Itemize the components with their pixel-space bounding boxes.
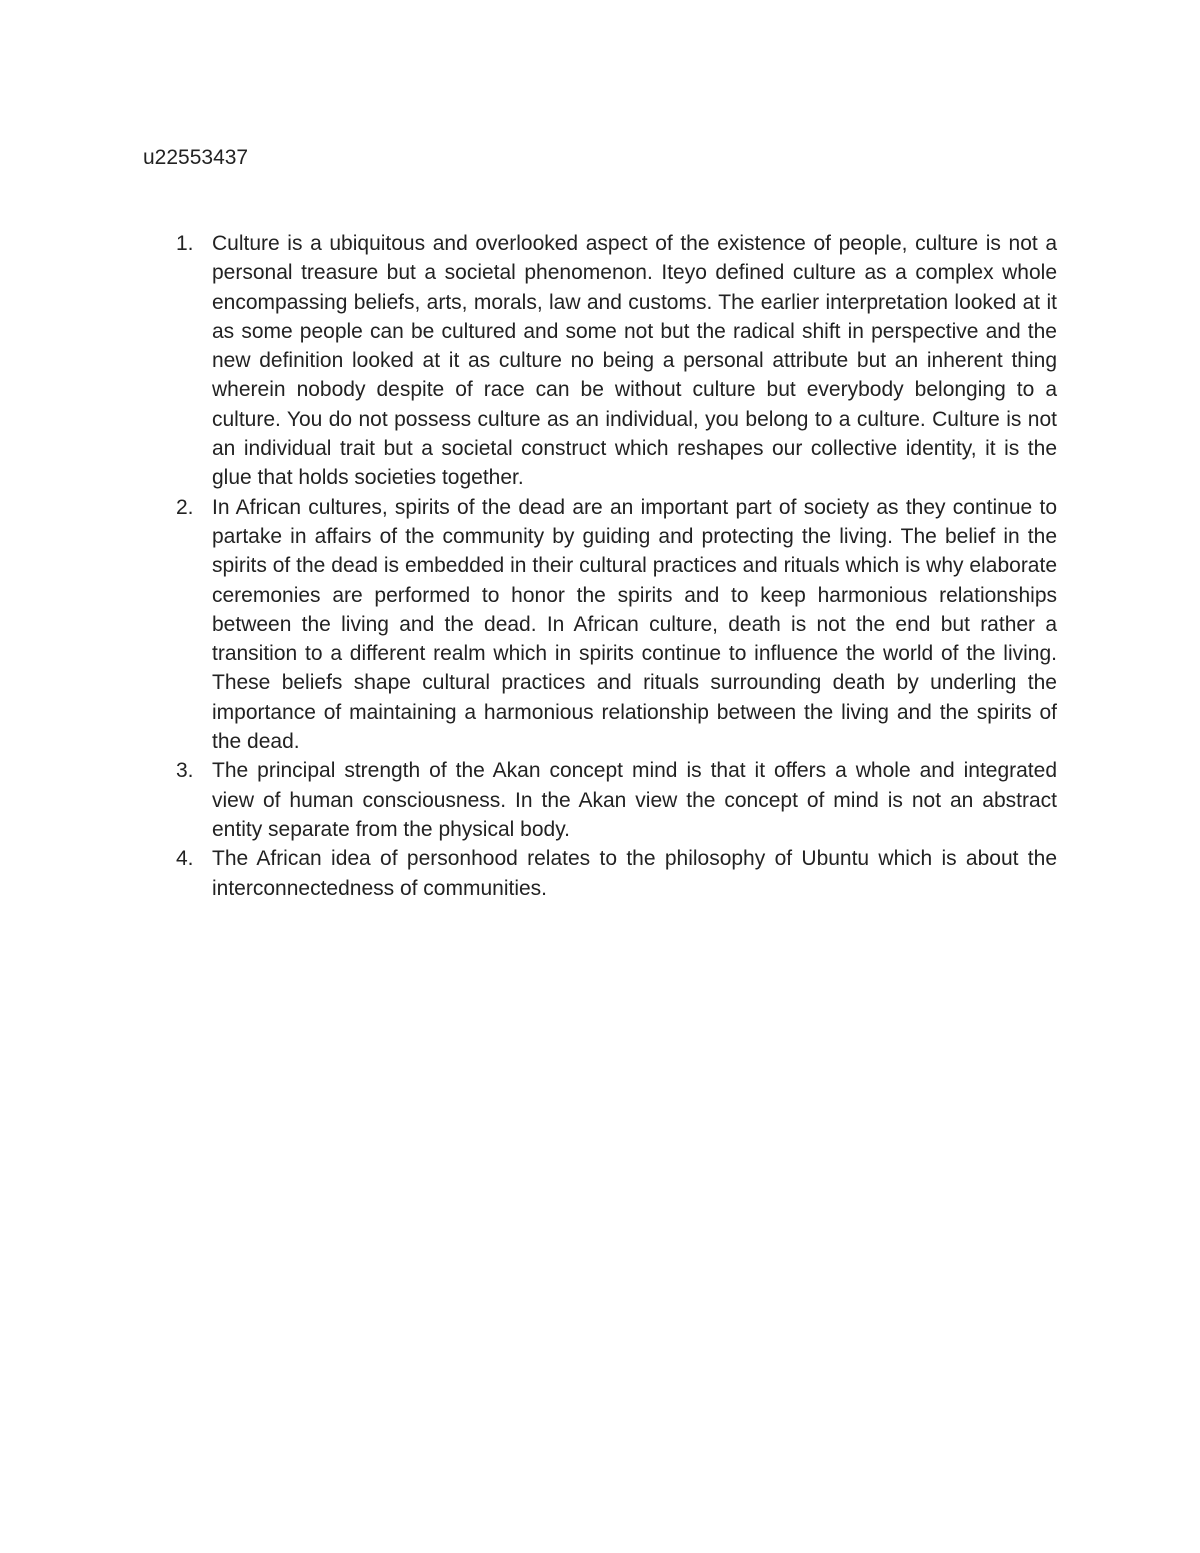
answer-number: 3.	[176, 759, 194, 783]
answer-text: The African idea of personhood relates to the philosophy of Ubuntu which is about the interconnectedness of communities.	[212, 847, 1057, 900]
answers-list	[143, 229, 1057, 903]
student-id: u22553437	[143, 146, 249, 169]
answer-text: The principal strength of the Akan concept mind is that it offers a whole and integrated view of human consciousness. In the Akan view the concept of mind is not an abstract entity separate from the physical body.	[212, 759, 1057, 841]
answer-item	[143, 229, 1057, 493]
answer-item	[143, 844, 1057, 903]
answer-text: Culture is a ubiquitous and overlooked aspect of the existence of people, culture is not a personal treasure but a societal phenomenon. Iteyo defined culture as a complex whole encompassing beliefs, arts, morals, law and customs. The earlier interpretation looked at it as some people can be cultured and some not but the radical shift in perspective and the new definition looked at it as culture no being a personal attribute but an inherent thing wherein nobody despite of race can be without culture but everybody belonging to a culture. You do not possess culture as an individual, you belong to a culture. Culture is not an individual trait but a societal construct which reshapes our collective identity, it is the glue that holds societies together.	[212, 232, 1057, 490]
answer-item	[143, 756, 1057, 844]
answer-text: In African cultures, spirits of the dead are an important part of society as they continue to partake in affairs of the community by guiding and protecting the living. The belief in the spirits of the dead is embedded in their cultural practices and rituals which is why elaborate ceremonies are performed to honor the spirits and to keep harmonious relationships between the living and the dead. In African culture, death is not the end but rather a transition to a different realm which in spirits continue to influence the world of the living. These beliefs shape cultural practices and rituals surrounding death by underling the importance of maintaining a harmonious relationship between the living and the spirits of the dead.	[212, 495, 1057, 754]
answer-number: 2.	[176, 495, 194, 519]
answer-number: 4.	[176, 847, 194, 871]
answer-item	[143, 493, 1057, 757]
answer-number: 1.	[176, 232, 194, 255]
